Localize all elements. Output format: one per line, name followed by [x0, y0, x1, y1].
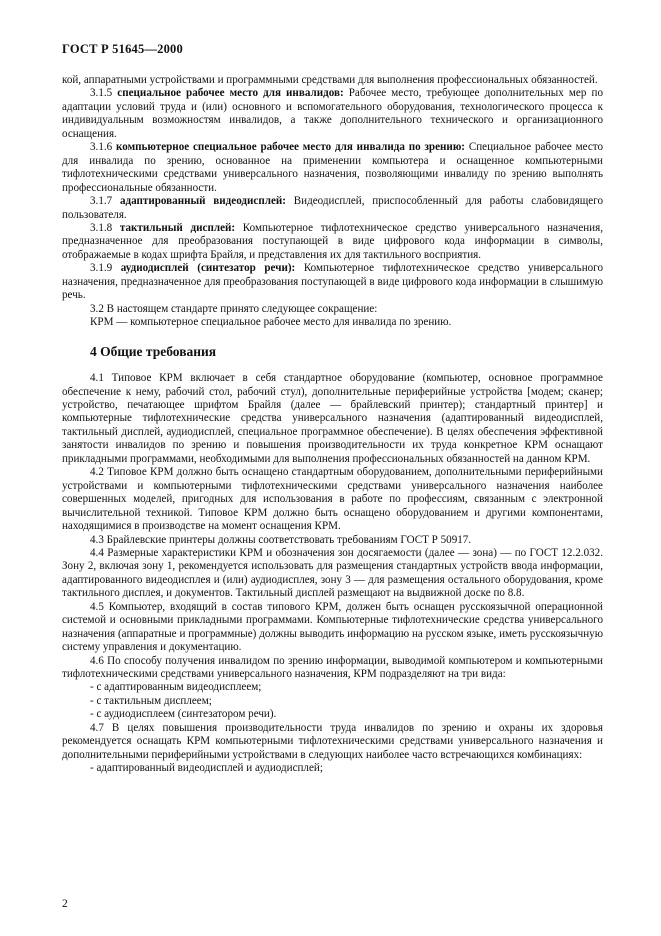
definition-term: специальное рабочее место для инвалидов:: [117, 87, 344, 100]
definition-number: 3.1.7: [90, 195, 113, 208]
intro-continuation: кой, аппаратными устройствами и программными средствами для выполнения профессиональных обязанностей.: [62, 74, 598, 86]
definition-text: Специальное рабочее место для инвалида по зрению, основанное на применении компьютера и оснащенное компьютерными тифлотехническими средствами универсального назначения, позволяющими инвалиду по зрению выполнять профессиональные обязанности.: [62, 141, 603, 194]
definition-text: Рабочее место, требующее дополнительных мер по адаптации условий труда и (или) основного и вспомогательного оборудования, технологического процесса к индивидуальным возможностям инвалидов, а также дополнительного технического и организационного оснащения.: [62, 87, 603, 140]
definition-text: Компьютерное тифлотехническое средство универсального назначения, предназначенное для преобразования поступающей в виде цифрового кода информации в символы, отображаемые в кодах шрифта Брайля, и представления их для тактильного восприятия.: [62, 221, 603, 261]
paragraph-4-3: 4.3 Брайлевские принтеры должны соответствовать требованиям ГОСТ Р 50917.: [90, 533, 472, 546]
definition-text: Видеодисплей, приспособленный для работы слабовидящего пользователя.: [62, 195, 603, 221]
list-item: - с тактильным дисплеем;: [90, 694, 212, 707]
definition-term: адаптированный видеодисплей:: [119, 195, 286, 208]
definition-term: тактильный дисплей:: [119, 221, 236, 234]
paragraph-4-2: 4.2 Типовое КРМ должно быть оснащено стандартным оборудованием, дополнительными периферийными устройствами и компьютерными тифлотехническими средствами универсального назначения наиболее совершенных моделей, пригодных для использования в работе по профессиям, связанным с электронной вычислительной техникой. Типовое КРМ должно быть оснащено оборудованием и другими компонентами, находящимися в производстве на момент оснащения КРМ.: [62, 466, 603, 533]
definition-number: 3.1.5: [90, 87, 113, 100]
definition-3-1-6: [62, 141, 603, 195]
paragraph-4-5: 4.5 Компьютер, входящий в состав типового КРМ, должен быть оснащен русскоязычной операционной системой и основными прикладными программами. Компьютерные тифлотехнические средства универсального назначения (аппаратные и программные) должны выводить информацию на русском языке, иметь русскоязычную систему управления и документацию.: [62, 600, 603, 654]
document-header: ГОСТ Р 51645—2000: [62, 42, 183, 56]
definition-3-1-5: [62, 87, 603, 141]
definition-3-1-7: [62, 195, 603, 222]
definition-term: аудиодисплей (синтезатор речи):: [120, 262, 296, 275]
paragraph-4-1: 4.1 Типовое КРМ включает в себя стандартное оборудование (компьютер, основное программное обеспечение к нему, рабочий стол, рабочий стул), дополнительные периферийные устройства [модем; сканер; устройство, печатающее шрифтом Брайля (далее — брайлевский принтер); стандартный принтер] и компьютерные тифлотехнические средства универсального назначения (адаптированный видеодисплей, тактильный дисплей, аудиодисплей, специальное программное обеспечение). В целях обеспечения эффективной занятости инвалидов по зрению и повышения производительности их труда конкретное КРМ оснащают прикладными программами, необходимыми для выполнения профессиональных обязанностей на данном КРМ.: [62, 372, 603, 465]
definition-term: компьютерное специальное рабочее место для инвалида по зрению:: [116, 141, 465, 154]
definition-3-1-8: [62, 222, 603, 262]
definition-number: 3.1.6: [90, 141, 113, 154]
list-item: - с аудиодисплеем (синтезатором речи).: [90, 708, 277, 721]
definition-3-1-9: [62, 262, 603, 302]
abbreviation-entry: КРМ — компьютерное специальное рабочее место для инвалида по зрению.: [90, 316, 452, 329]
page-number: 2: [62, 898, 68, 910]
paragraph-4-6: 4.6 По способу получения инвалидом по зрению информации, выводимой компьютером и компьютерными тифлотехническими средствами универсального назначения, КРМ подразделяют на три вида:: [62, 654, 603, 681]
abbreviation-intro: 3.2 В настоящем стандарте принято следующее сокращение:: [90, 302, 378, 315]
definition-number: 3.1.9: [90, 262, 113, 275]
paragraph-4-7: 4.7 В целях повышения производительности труда инвалидов по зрению и охраны их здоровья рекомендуется оснащать КРМ компьютерными тифлотехническими средствами универсального назначения и дополнительными периферийными устройствами в следующих наиболее часто встречающихся комбинациях:: [62, 721, 603, 761]
definition-number: 3.1.8: [90, 221, 113, 234]
document-body: [62, 74, 603, 776]
section-heading: 4 Общие требования: [90, 343, 217, 359]
definition-text: Компьютерное тифлотехническое средство универсального назначения, предназначенное для преобразования поступающей в виде цифрового кода информации в слышимую речь.: [62, 262, 603, 302]
paragraph-4-4: 4.4 Размерные характеристики КРМ и обозначения зон досягаемости (далее — зона) — по ГОСТ 12.2.032. Зону 2, включая зону 1, рекомендуется использовать для размещения стандартных устройств ввода информации, адаптированного видеодисплея и (или) аудиодисплея, зону 3 — для размещения остального оборудования, кроме тактильного дисплея, и документов. Тактильный дисплей размещают на выдвижной доске по 8.8.: [62, 546, 603, 600]
list-item: - адаптированный видеодисплей и аудиодисплей;: [90, 762, 323, 775]
list-item: - с адаптированным видеодисплеем;: [90, 681, 262, 694]
